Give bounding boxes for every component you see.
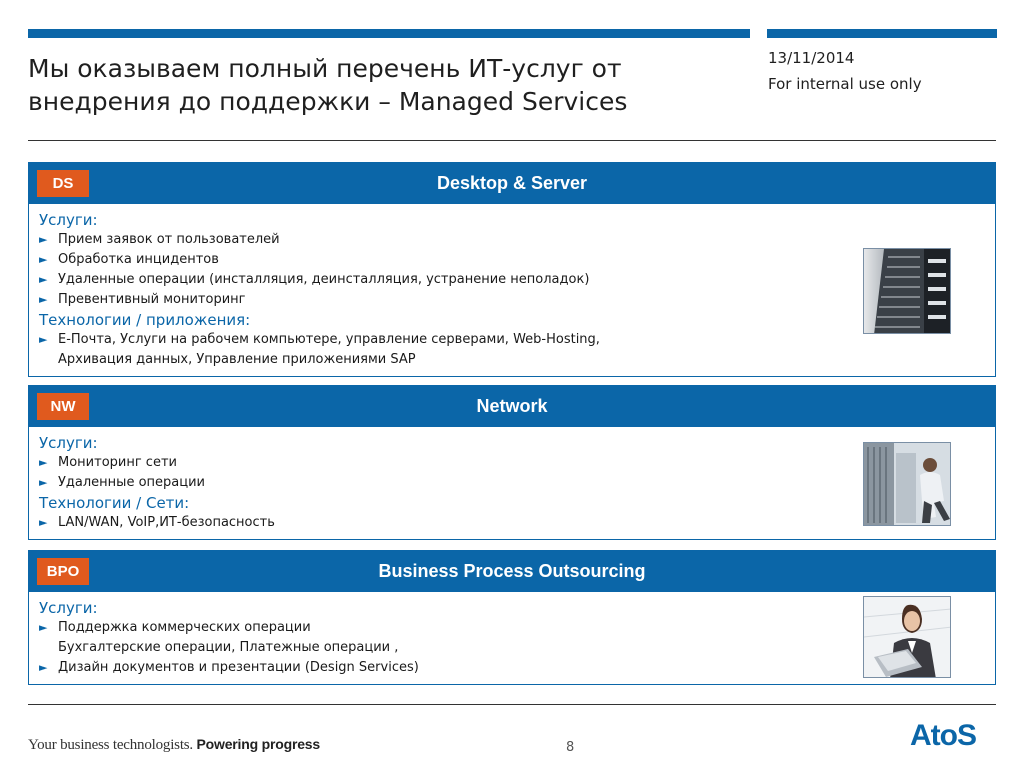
list-item: ► Прием заявок от пользователей: [39, 230, 985, 250]
section-title: Desktop & Server: [436, 173, 588, 193]
bullet-arrow-icon: ►: [39, 621, 48, 634]
server-rack-image: [863, 248, 951, 334]
footer-tagline-bold: Powering progress: [196, 736, 320, 752]
technologies-label: Технологии / приложения:: [39, 311, 251, 329]
list-item: ► Поддержка коммерческих операции Бухгалтерские операции, Платежные операции ,: [39, 620, 399, 655]
bullet-arrow-icon: ►: [39, 233, 48, 246]
list-item: ► Удаленные операции: [39, 473, 985, 493]
section-body: [29, 427, 995, 533]
footer-divider: [28, 704, 996, 705]
list-item: ► Обработка инцидентов: [39, 250, 985, 270]
page-title: [28, 52, 728, 118]
section-bpo: [28, 550, 996, 685]
section-header: [29, 551, 995, 592]
list-item: ► LAN/WAN, VoIP,ИТ-безопасность: [39, 513, 985, 533]
section-body: [29, 592, 995, 678]
page-number: 8: [566, 740, 575, 755]
section-code-badge: NW: [37, 393, 89, 420]
network-technician-image: [863, 442, 951, 526]
bullet-arrow-icon: ►: [39, 456, 48, 469]
bullet-arrow-icon: ►: [39, 516, 48, 529]
section-code-badge: BPO: [37, 558, 89, 585]
list-item: ► Превентивный мониторинг: [39, 290, 985, 310]
footer-tagline: Your business technologists. Powering progress: [28, 736, 320, 753]
bullet-arrow-icon: ►: [39, 253, 48, 266]
businesswoman-laptop-image: [863, 596, 951, 678]
top-accent-bar: [28, 29, 750, 38]
classification-label: For internal use only: [768, 75, 922, 93]
title-line-2: внедрения до поддержки – Managed Services: [28, 87, 628, 116]
bullet-arrow-icon: ►: [39, 273, 48, 286]
section-header: [29, 386, 995, 427]
list-item: ► Удаленные операции (инсталляция, деинсталляция, устранение неполадок): [39, 270, 985, 290]
list-item: ► Мониторинг сети: [39, 453, 985, 473]
section-code-badge: DS: [37, 170, 89, 197]
section-header: [29, 163, 995, 204]
header-divider: [28, 140, 996, 141]
section-title: Network: [476, 396, 548, 416]
date-label: 13/11/2014: [768, 49, 855, 67]
services-label: Услуги:: [39, 434, 98, 452]
atos-logo: AtoS: [910, 719, 976, 752]
section-title: Business Process Outsourcing: [378, 561, 646, 581]
title-line-1: Мы оказываем полный перечень ИТ-услуг от: [28, 54, 622, 83]
section-network: [28, 385, 996, 540]
list-item: ► E-Почта, Услуги на рабочем компьютере, управление серверами, Web-Hosting, Архивация данных, Управление приложениями SAP: [39, 332, 600, 367]
top-accent-bar-right: [767, 29, 997, 38]
services-label: Услуги:: [39, 599, 98, 617]
technologies-label: Технологии / Сети:: [39, 494, 190, 512]
bullet-arrow-icon: ►: [39, 661, 48, 674]
bullet-arrow-icon: ►: [39, 293, 48, 306]
section-body: [29, 204, 995, 370]
section-desktop-server: [28, 162, 996, 377]
bullet-arrow-icon: ►: [39, 333, 48, 346]
list-item: ► Дизайн документов и презентации (Design Services): [39, 658, 985, 678]
bullet-arrow-icon: ►: [39, 476, 48, 489]
services-label: Услуги:: [39, 211, 98, 229]
